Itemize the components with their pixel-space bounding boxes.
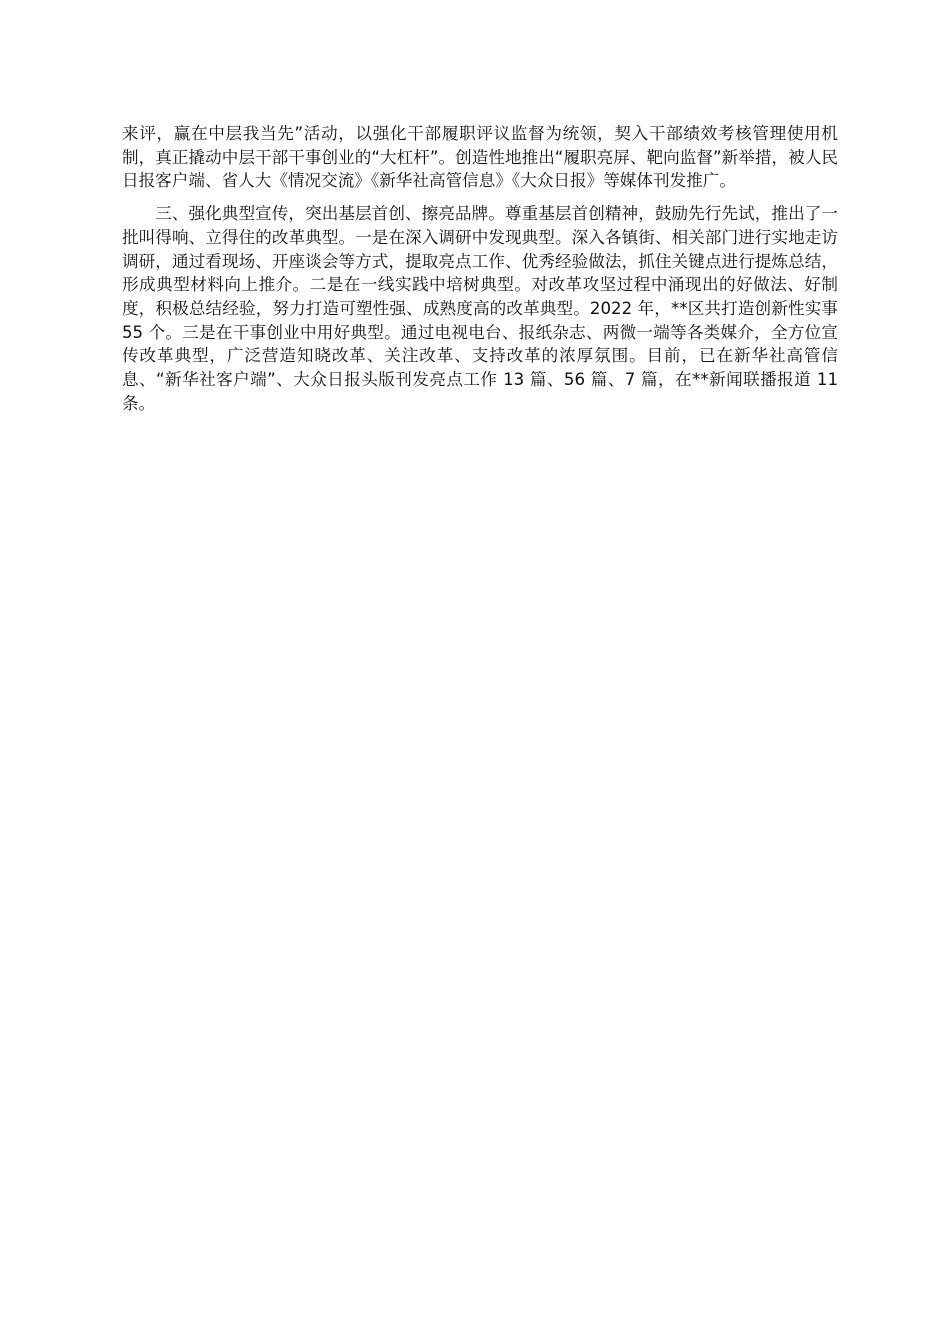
paragraph-section-three: 三、强化典型宣传，突出基层首创、擦亮品牌。尊重基层首创精神，鼓励先行先试，推出了一批叫得响、立得住的改革典型。一是在深入调研中发现典型。深入各镇街、相关部门进行实地走访调研，通过看现场、开座谈会等方式，提取亮点工作、优秀经验做法，抓住关键点进行提炼总结，形成典型材料向上推介。二是在一线实践中培树典型。对改革攻坚过程中涌现出的好做法、好制度，积极总结经验，努力打造可塑性强、成熟度高的改革典型。2022 年，**区共打造创新性实事 55 个。三是在干事创业中用好典型。通过电视电台、报纸杂志、两微一端等各类媒介，全方位宣传改革典型，广泛营造知晓改革、关注改革、支持改革的浓厚氛围。目前，已在新华社高管信息、“新华社客户端”、大众日报头版刊发亮点工作 13 篇、56 篇、7 篇，在**新闻联播报道 11 条。 [122, 204, 838, 413]
document-body [122, 122, 838, 415]
paragraph-continued: 来评，赢在中层我当先”活动，以强化干部履职评议监督为统领，契入干部绩效考核管理使用机制，真正撬动中层干部干事创业的“大杠杆”。创造性地推出“履职亮屏、靶向监督”新举措，被人民日报客户端、省人大《情况交流》《新华社高管信息》《大众日报》等媒体刊发推广。 [122, 124, 838, 191]
